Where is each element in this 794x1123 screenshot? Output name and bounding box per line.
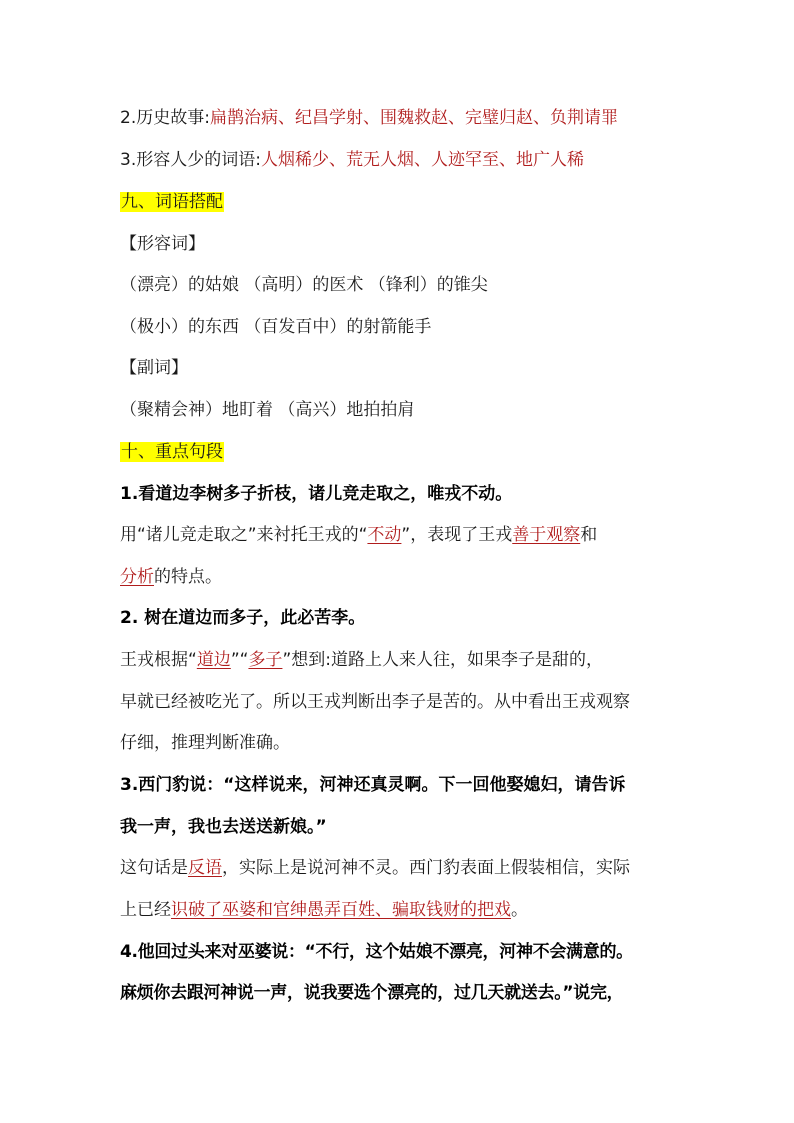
list-item-history-stories bbox=[120, 106, 618, 130]
section-heading-word-matching bbox=[120, 190, 224, 214]
text: 和 bbox=[580, 525, 598, 545]
text: 用“诸儿竞走取之”来衬托王戎的“ bbox=[120, 525, 368, 545]
section-heading-key-sentences bbox=[120, 440, 224, 464]
list-item-few-people-words bbox=[120, 148, 584, 172]
adverb-header: 【副词】 bbox=[120, 358, 188, 378]
text: 王戎根据“ bbox=[120, 650, 197, 670]
key-sentence-4-line-1: 4.他回过头来对巫婆说：“不行，这个姑娘不漂亮，河神不会满意的。 bbox=[120, 942, 633, 962]
explanation-2-line-3: 仔细，推理判断准确。 bbox=[120, 733, 290, 753]
text: 上已经 bbox=[120, 900, 171, 920]
adjective-row: （极小）的东西 （百发百中）的射箭能手 bbox=[120, 317, 432, 337]
answer-blank: 多子 bbox=[248, 650, 283, 670]
text: ，实际上是说河神不灵。西门豹表面上假装相信，实际 bbox=[222, 858, 630, 878]
key-sentence-3-line-1: 3.西门豹说：“这样说来，河神还真灵啊。下一回他娶媳妇，请告诉 bbox=[120, 775, 626, 795]
explanation-3-line-2 bbox=[120, 898, 528, 922]
key-sentence-2: 2. 树在道边而多子，此必苦李。 bbox=[120, 608, 366, 628]
item-label: 3.形容人少的词语: bbox=[120, 150, 261, 170]
explanation-2-line-1 bbox=[120, 648, 603, 672]
item-label: 2.历史故事: bbox=[120, 108, 210, 128]
adverb-row: （聚精会神）地盯着 （高兴）地拍拍肩 bbox=[120, 400, 415, 420]
section-title: 十、重点句段 bbox=[121, 442, 223, 462]
text: ”想到:道路上人来人往，如果李子是甜的， bbox=[282, 650, 603, 670]
key-sentence-1: 1.看道边李树多子折枝，诸儿竞走取之，唯戎不动。 bbox=[120, 484, 513, 504]
explanation-2-line-2: 早就已经被吃光了。所以王戎判断出李子是苦的。从中看出王戎观察 bbox=[120, 692, 630, 712]
adjective-row: （漂亮）的姑娘 （高明）的医术 （锋利）的锥尖 bbox=[120, 275, 488, 295]
text: 的特点。 bbox=[154, 567, 222, 587]
answer-blank: 反语 bbox=[188, 858, 222, 878]
answer-blank: 分析 bbox=[120, 567, 154, 587]
adjective-header: 【形容词】 bbox=[120, 234, 205, 254]
explanation-3-line-1 bbox=[120, 856, 630, 880]
item-answer: 人烟稀少、荒无人烟、人迹罕至、地广人稀 bbox=[260, 150, 584, 170]
answer-blank: 不动 bbox=[367, 525, 402, 545]
answer-blank: 善于观察 bbox=[512, 525, 581, 545]
answer-blank: 道边 bbox=[196, 650, 231, 670]
section-title: 九、词语搭配 bbox=[121, 192, 223, 212]
explanation-1-line-2 bbox=[120, 565, 222, 589]
text: 。 bbox=[511, 900, 528, 920]
explanation-1-line-1 bbox=[120, 523, 597, 547]
key-sentence-3-line-2: 我一声，我也去送送新娘。” bbox=[120, 817, 327, 837]
item-answer: 扁鹊治病、纪昌学射、围魏救赵、完璧归赵、负荆请罪 bbox=[209, 108, 618, 128]
text: ”，表现了王戎 bbox=[401, 525, 513, 545]
text: ”“ bbox=[230, 650, 249, 670]
text: 这句话是 bbox=[120, 858, 188, 878]
answer-blank: 识破了巫婆和官绅愚弄百姓、骗取钱财的把戏 bbox=[171, 900, 511, 920]
key-sentence-4-line-2: 麻烦你去跟河神说一声，说我要选个漂亮的，过几天就送去。”说完， bbox=[120, 983, 624, 1003]
